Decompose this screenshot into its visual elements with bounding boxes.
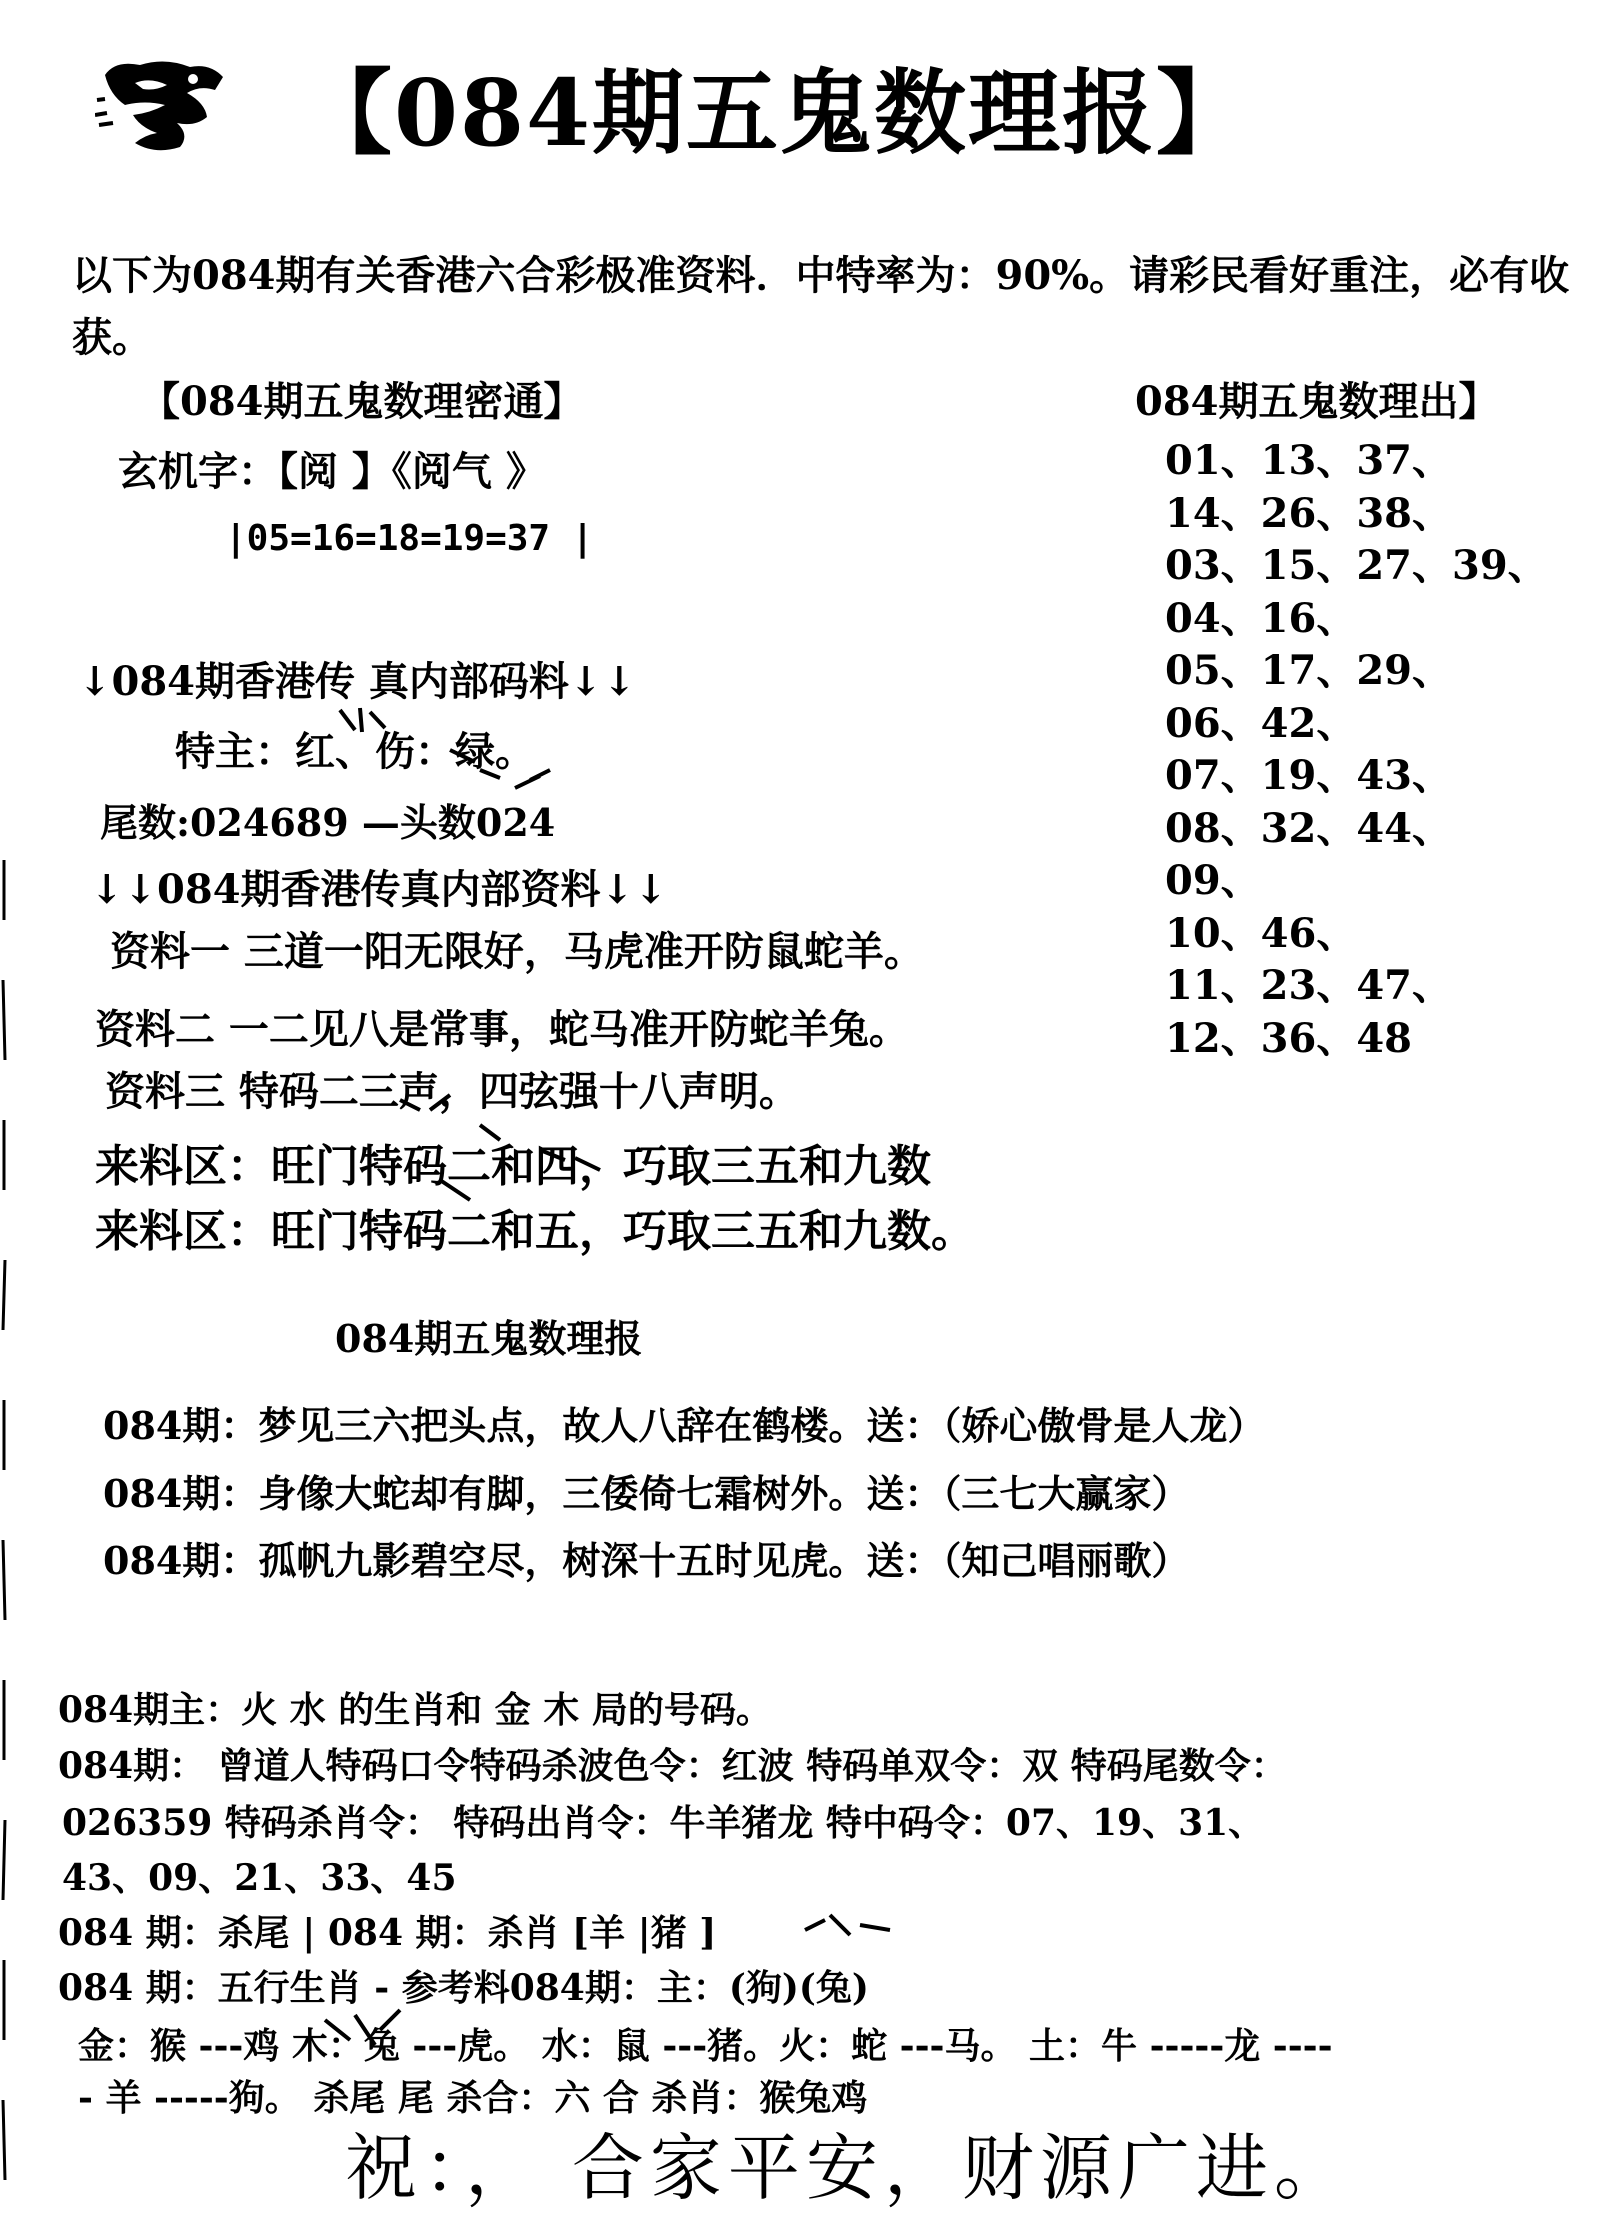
info-item-5: 来料区：旺门特码二和五，巧取三五和九数。 xyxy=(95,1206,975,1257)
info-item-1: 资料一 三道一阳无限好，马虎准开防鼠蛇羊。 xyxy=(110,928,924,975)
output-row: 09、 xyxy=(1165,857,1261,904)
inside-main: 特主：红、伤：绿。 xyxy=(175,728,535,775)
output-row: 04、16、 xyxy=(1165,594,1357,642)
page-title: 【084期五鬼数理报】 xyxy=(300,59,1251,167)
output-row: 11、23、47、 xyxy=(1165,962,1452,1009)
output-number-list xyxy=(1165,435,1548,1065)
bottom-line-4: 43、09、21、33、45 xyxy=(62,1857,457,1899)
scan-edge-mark xyxy=(0,860,10,2235)
report-line-2: 084期：身像大蛇却有脚，三倭倚七霜树外。送：（三七大赢家） xyxy=(103,1471,1190,1516)
bottom-line-7: 金：猴 ---鸡 木：兔 ---虎。 水：鼠 ---猪。火：蛇 ---马。 土：牛 -----龙 ---- xyxy=(78,2025,1333,2067)
output-row: 10、46、 xyxy=(1165,909,1357,957)
output-row: 07、19、43、 xyxy=(1165,752,1452,799)
info-item-4: 来料区：旺门特码二和四，巧取三五和九数 xyxy=(95,1141,931,1192)
report-heading: 084期五鬼数理报 xyxy=(335,1316,643,1361)
info-item-3: 资料三 特码二三声，四弦强十八声明。 xyxy=(105,1068,799,1115)
bottom-line-5: 084 期：杀尾 | 084 期：杀肖 [羊 |猪 ] xyxy=(58,1912,717,1954)
secret-code: |05=16=18=19=37 | xyxy=(225,518,594,559)
logo-emblem xyxy=(95,55,235,155)
bottom-line-3: 026359 特码杀肖令： 特码出肖令：牛羊猪龙 特中码令：07、19、31、 xyxy=(62,1802,1265,1844)
output-row: 06、42、 xyxy=(1165,699,1357,747)
inside-tail: 尾数:024689 —头数024 xyxy=(100,800,556,845)
bottom-line-6: 084 期：五行生肖 - 参考料084期：主：(狗)(兔) xyxy=(58,1967,869,2009)
output-row: 14、26、38、 xyxy=(1165,489,1452,537)
output-row: 08、32、44、 xyxy=(1165,804,1452,852)
inside-heading: ↓084期香港传 真内部码料↓↓ xyxy=(78,658,636,705)
output-row: 12、36、48 xyxy=(1165,1014,1412,1062)
output-row: 05、17、29、 xyxy=(1165,647,1452,694)
report-line-1: 084期：梦见三六把头点，故人八辞在鹤楼。送：（娇心傲骨是人龙） xyxy=(103,1403,1266,1448)
bottom-line-2: 084期： 曾道人特码口令特码杀波色令：红波 特码单双令：双 特码尾数令： xyxy=(58,1745,1287,1787)
info-item-2: 资料二 一二见八是常事，蛇马准开防蛇羊兔。 xyxy=(95,1006,909,1053)
bottom-line-8: - 羊 -----狗。 杀尾 尾 杀合：六 合 杀肖：猴兔鸡 xyxy=(78,2077,868,2119)
blessing-text: 祝：， 合家平安，财源广进。 xyxy=(345,2126,1352,2210)
output-row: 03、15、27、39、 xyxy=(1165,542,1548,589)
intro-text: 以下为084期有关香港六合彩极准资料．中特率为：90%。请彩民看好重注，必有收获。 xyxy=(72,252,1570,361)
bottom-line-1: 084期主：火 水 的生肖和 金 木 局的号码。 xyxy=(58,1689,772,1731)
handwritten-scribble xyxy=(800,1900,920,1950)
info-heading: ↓↓084期香港传真内部资料↓↓ xyxy=(90,866,668,913)
report-line-3: 084期：孤帆九影碧空尽，树深十五时见虎。送：（知己唱丽歌） xyxy=(103,1538,1190,1583)
output-heading: 084期五鬼数理出】 xyxy=(1135,378,1499,425)
xuanji-text: 玄机字：【阅 】《阅气 》 xyxy=(118,448,546,495)
secret-heading: 【084期五鬼数理密通】 xyxy=(140,378,584,425)
output-row: 01、13、37、 xyxy=(1165,437,1452,484)
